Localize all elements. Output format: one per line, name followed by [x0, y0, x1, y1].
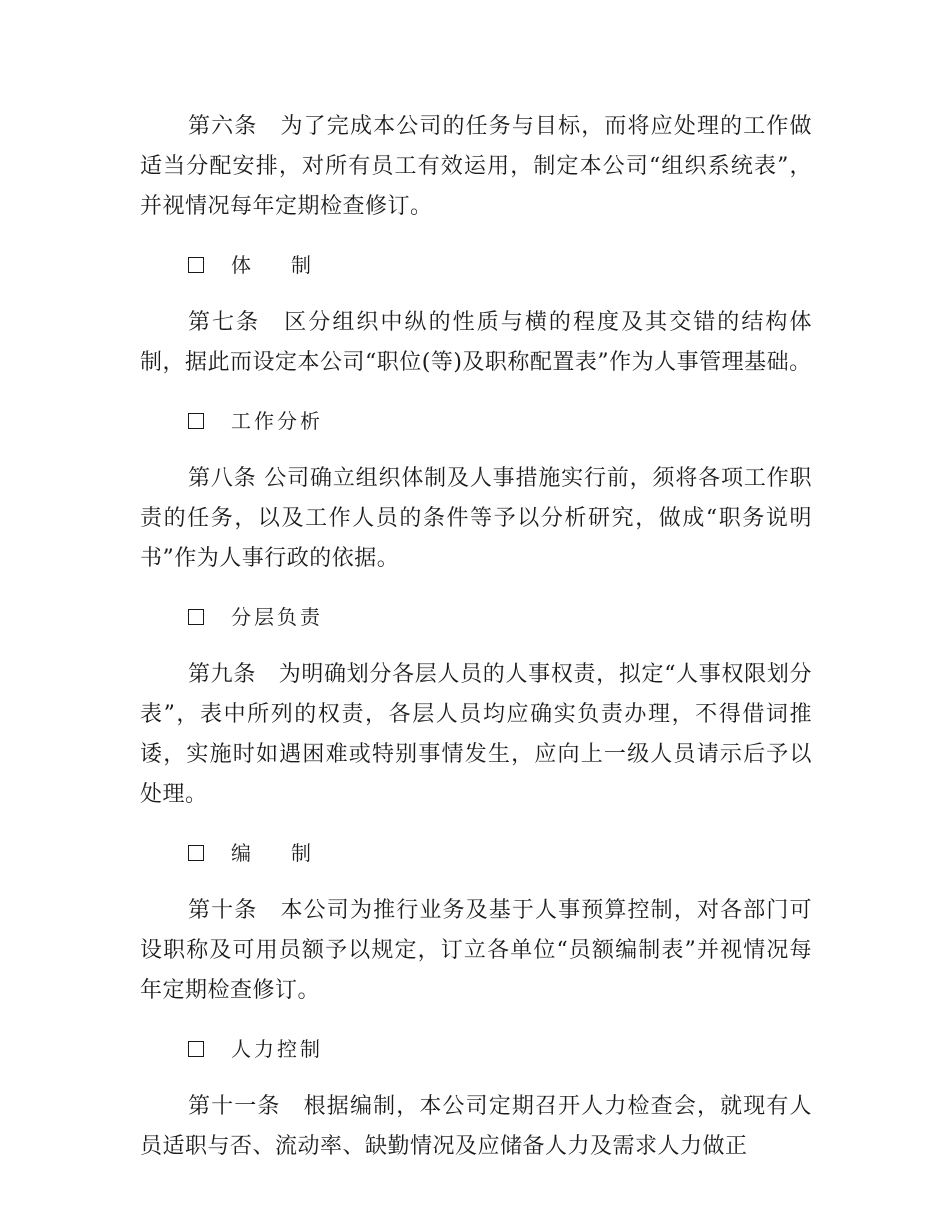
document-page	[140, 107, 812, 1190]
section-heading-layered-responsibility	[188, 602, 812, 632]
article-10: 第十条 本公司为推行业务及基于人事预算控制，对各部门可设职称及可用员额予以规定，订立各单位“员额编制表”并视情况每年定期检查修订。	[140, 898, 812, 1003]
checkbox-square-icon	[188, 845, 204, 861]
section-heading-text: 分层负责	[231, 605, 323, 629]
section-heading-text: 工作分析	[231, 409, 323, 433]
article-9: 第九条 为明确划分各层人员的人事权责，拟定“人事权限划分表”，表中所列的权责，各层人员均应确实负责办理，不得借词推诿，实施时如遇困难或特别事情发生，应向上一级人员请示后予以处理。	[140, 662, 812, 807]
article-6: 第六条 为了完成本公司的任务与目标，而将应处理的工作做适当分配安排，对所有员工有效运用，制定本公司“组织系统表”，并视情况每年定期检查修订。	[140, 114, 812, 219]
checkbox-square-icon	[188, 257, 204, 273]
article-7: 第七条 区分组织中纵的性质与横的程度及其交错的结构体制，据此而设定本公司“职位(等)及职称配置表”作为人事管理基础。	[140, 310, 812, 375]
section-heading-manpower-control	[188, 1034, 812, 1064]
article-8: 第八条 公司确立组织体制及人事措施实行前，须将各项工作职责的任务，以及工作人员的条件等予以分析研究，做成“职务说明书”作为人事行政的依据。	[140, 466, 812, 571]
section-heading-job-analysis	[188, 406, 812, 436]
section-heading-text: 编制	[231, 841, 351, 865]
checkbox-square-icon	[188, 609, 204, 625]
article-11: 第十一条 根据编制，本公司定期召开人力检查会，就现有人员适职与否、流动率、缺勤情况及应储备人力及需求人力做正	[140, 1094, 812, 1159]
section-heading-text: 人力控制	[231, 1037, 323, 1061]
checkbox-square-icon	[188, 1041, 204, 1057]
checkbox-square-icon	[188, 413, 204, 429]
section-heading-staffing	[188, 838, 812, 868]
section-heading-text: 体制	[231, 253, 351, 277]
section-heading-system	[188, 250, 812, 280]
